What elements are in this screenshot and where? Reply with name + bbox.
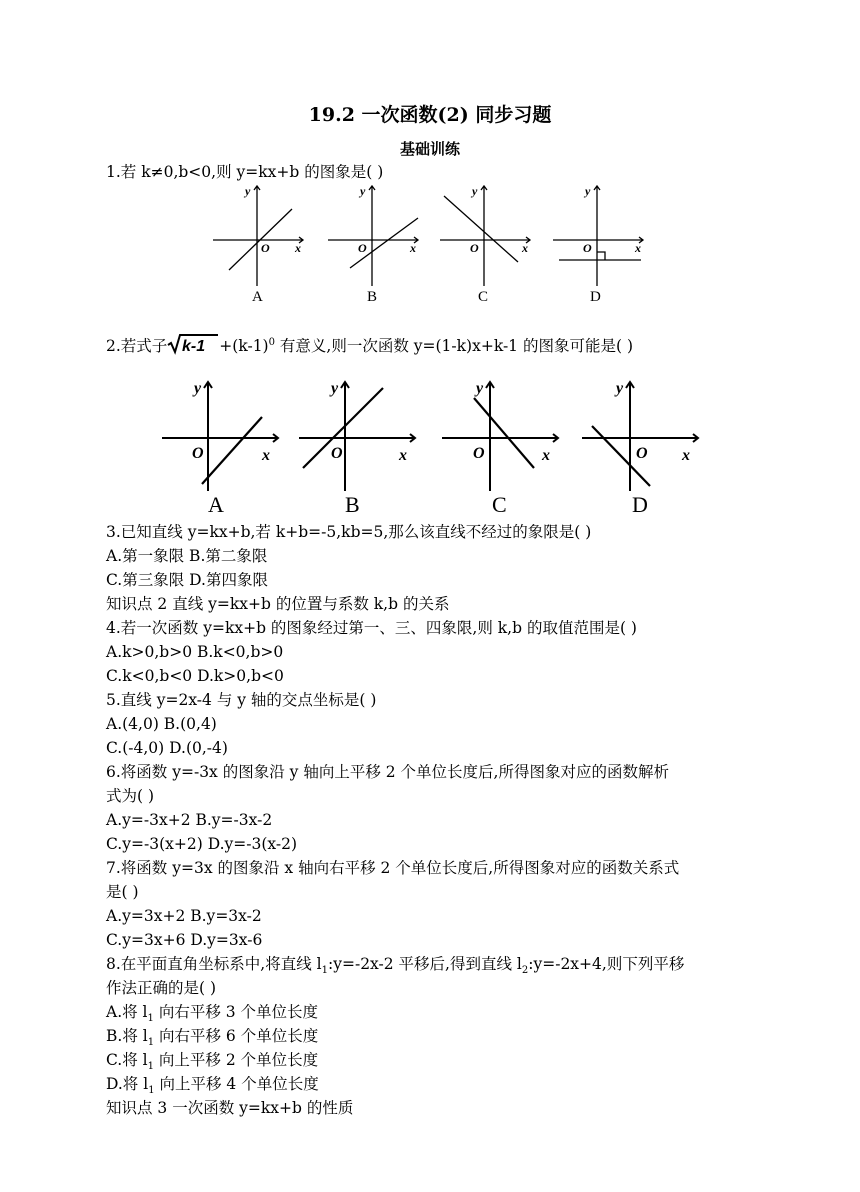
knowledge-point-3: 知识点 3 一次函数 y=kx+b 的性质 bbox=[106, 1099, 354, 1117]
origin-label: O bbox=[583, 241, 592, 255]
x-axis-label: x bbox=[262, 447, 270, 464]
question-3: 3.已知直线 y=kx+b,若 k+b=-5,kb=5,那么该直线不经过的象限是( ) bbox=[106, 523, 592, 541]
origin-label: O bbox=[636, 445, 648, 462]
q8-part3: :y=-2x+4,则下列平移 bbox=[528, 955, 685, 973]
y-axis-label: y bbox=[331, 380, 339, 397]
q8d-sub: 1 bbox=[148, 1085, 155, 1097]
question-7: 7.将函数 y=3x 的图象沿 x 轴向右平移 2 个单位长度后,所得图象对应的函数关系式 bbox=[106, 859, 680, 877]
y-axis-label: y bbox=[476, 380, 484, 397]
option-label-d: D bbox=[632, 492, 648, 516]
section-subtitle: 基础训练 bbox=[399, 140, 460, 158]
q2-graph-b bbox=[297, 376, 422, 516]
q8b-sub: 1 bbox=[147, 1037, 155, 1049]
x-axis-label: x bbox=[682, 447, 690, 464]
q6-options-ab: A.y=-3x+2 B.y=-3x-2 bbox=[106, 811, 273, 829]
option-label-b: B bbox=[367, 289, 378, 305]
y-axis-label: y bbox=[585, 184, 591, 198]
page-title: 19.2 一次函数(2) 同步习题 bbox=[308, 104, 552, 126]
x-axis-label: x bbox=[635, 241, 641, 255]
q8c-sub: 1 bbox=[147, 1061, 154, 1073]
q5-options-ab: A.(4,0) B.(0,4) bbox=[106, 715, 217, 733]
question-5: 5.直线 y=2x-4 与 y 轴的交点坐标是( ) bbox=[106, 691, 377, 709]
q8b-part2: 向右平移 6 个单位长度 bbox=[154, 1027, 319, 1045]
q6-options-cd: C.y=-3(x+2) D.y=-3(x-2) bbox=[106, 835, 297, 853]
q8c-part1: C.将 l bbox=[106, 1051, 148, 1069]
q4-options-ab: A.k>0,b>0 B.k<0,b>0 bbox=[106, 643, 284, 661]
sqrt-radicand: k-1 bbox=[182, 338, 206, 356]
y-axis-label: y bbox=[616, 380, 624, 397]
q1-graph-c bbox=[432, 180, 537, 305]
q8a-sub: 1 bbox=[147, 1013, 154, 1025]
q8-part2: :y=-2x-2 平移后,得到直线 l bbox=[327, 955, 522, 973]
x-axis-label: x bbox=[542, 447, 550, 464]
question-4: 4.若一次函数 y=kx+b 的图象经过第一、三、四象限,则 k,b 的取值范围是( ) bbox=[106, 619, 637, 637]
q1-graph-a bbox=[205, 180, 310, 305]
y-axis-label: y bbox=[472, 184, 478, 198]
line-graph bbox=[202, 417, 262, 484]
question-7-cont: 是( ) bbox=[106, 883, 139, 901]
y-axis-label: y bbox=[194, 380, 202, 397]
q8-sub1: 1 bbox=[321, 965, 328, 977]
line-graph bbox=[444, 196, 518, 262]
q1-graph-b bbox=[320, 180, 425, 305]
q2-graph-c bbox=[440, 376, 565, 516]
option-label-a: A bbox=[208, 492, 224, 516]
q3-options-cd: C.第三象限 D.第四象限 bbox=[106, 571, 268, 589]
question-1: 1.若 k≠0,b<0,则 y=kx+b 的图象是( ) bbox=[106, 163, 384, 181]
q8a-part1: A.将 l bbox=[106, 1003, 148, 1021]
q7-options-cd: C.y=3x+6 D.y=3x-6 bbox=[106, 931, 263, 949]
question-2 bbox=[106, 333, 633, 360]
origin-label: O bbox=[473, 445, 485, 462]
x-axis-label: x bbox=[399, 447, 407, 464]
option-label-a: A bbox=[252, 289, 263, 305]
q8d-part2: 向上平移 4 个单位长度 bbox=[154, 1075, 319, 1093]
q3-options-ab: A.第一象限 B.第二象限 bbox=[106, 547, 268, 565]
option-label-b: B bbox=[345, 492, 360, 516]
sqrt-expression bbox=[167, 333, 219, 360]
option-label-c: C bbox=[478, 289, 489, 305]
question-6-cont: 式为( ) bbox=[106, 787, 155, 805]
q8c-part2: 向上平移 2 个单位长度 bbox=[154, 1051, 319, 1069]
question-6: 6.将函数 y=-3x 的图象沿 y 轴向上平移 2 个单位长度后,所得图象对应的函数解析 bbox=[106, 763, 669, 781]
q8-sub2: 2 bbox=[521, 965, 529, 977]
q8b-part1: B.将 l bbox=[106, 1027, 148, 1045]
q7-options-ab: A.y=3x+2 B.y=3x-2 bbox=[106, 907, 262, 925]
question-8-cont: 作法正确的是( ) bbox=[106, 979, 217, 997]
y-axis-label: y bbox=[245, 184, 251, 198]
q2-mid: +(k-1) bbox=[219, 337, 269, 356]
q2-exponent: 0 bbox=[268, 337, 275, 348]
option-label-d: D bbox=[590, 289, 601, 305]
knowledge-point-2: 知识点 2 直线 y=kx+b 的位置与系数 k,b 的关系 bbox=[106, 595, 450, 613]
q8a-part2: 向右平移 3 个单位长度 bbox=[153, 1003, 319, 1021]
q4-options-cd: C.k<0,b<0 D.k>0,b<0 bbox=[106, 667, 284, 685]
x-axis-label: x bbox=[295, 241, 301, 255]
x-axis-label: x bbox=[522, 241, 528, 255]
origin-label: O bbox=[192, 445, 204, 462]
right-angle-mark bbox=[597, 252, 605, 260]
q8d-part1: D.将 l bbox=[106, 1075, 149, 1093]
q8-part1: 8.在平面直角坐标系中,将直线 l bbox=[106, 955, 322, 973]
q2-suffix: 有意义,则一次函数 y=(1-k)x+k-1 的图象可能是( ) bbox=[274, 337, 633, 356]
q2-graph-d bbox=[580, 376, 705, 516]
q2-prefix: 2.若式子 bbox=[106, 337, 168, 356]
y-axis-label: y bbox=[360, 184, 366, 198]
q1-graph-d bbox=[545, 180, 650, 305]
origin-label: O bbox=[358, 241, 367, 255]
x-axis-label: x bbox=[410, 241, 416, 255]
line-graph bbox=[303, 388, 383, 468]
option-label-c: C bbox=[492, 492, 507, 516]
origin-label: O bbox=[470, 241, 479, 255]
q2-graph-a bbox=[160, 376, 285, 516]
q5-options-cd: C.(-4,0) D.(0,-4) bbox=[106, 739, 228, 757]
origin-label: O bbox=[261, 241, 270, 255]
origin-label: O bbox=[331, 445, 343, 462]
